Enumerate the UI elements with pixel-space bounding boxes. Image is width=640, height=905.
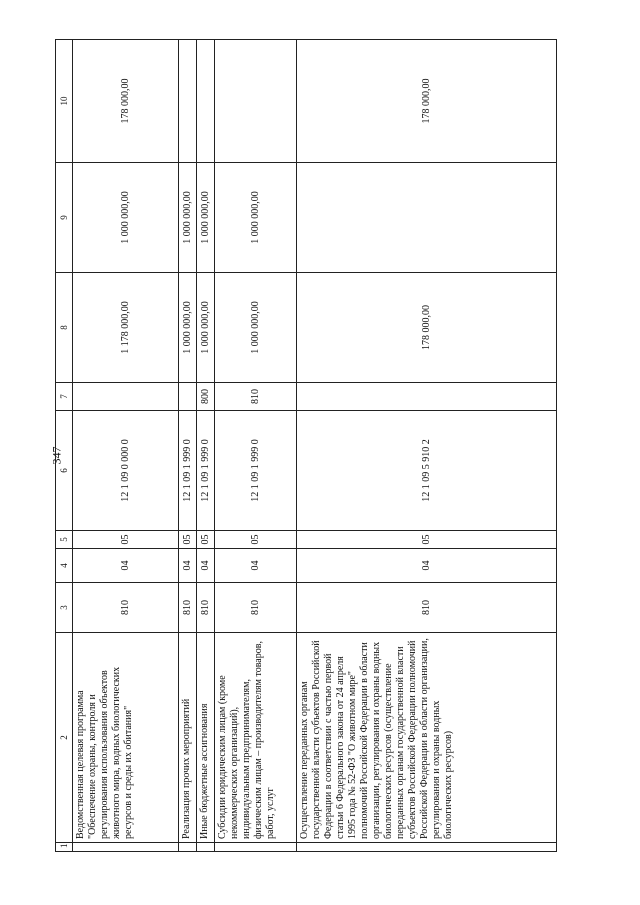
cell-target-code: 12 1 09 0 000 0	[73, 411, 179, 531]
cell-ministry-code: 810	[215, 583, 297, 633]
row-name: Осуществление переданных органам государственной власти субъектов Российской Федерации в соответствии с частью первой статьи 6 Федерального закона от 24 апреля 1995 года № 52-ФЗ "О животном мире" полномочий Российской Федерации в области организации, регулирования и охраны водных биологических ресурсов (осуществление переданных органам государственной власти субъектов Российской Федерации полномочий Российской Федерации в области организации, регулирования и охраны водных биологических ресурсов)	[297, 633, 557, 843]
cell-amount-regional	[297, 163, 557, 273]
cell-subsection: 05	[179, 531, 197, 549]
table-row	[179, 40, 197, 852]
cell-amount-federal: 178 000,00	[73, 40, 179, 163]
cell-amount-federal: 178 000,00	[297, 40, 557, 163]
table-row	[73, 40, 179, 852]
cell-subsection: 05	[297, 531, 557, 549]
column-number: 9	[56, 163, 73, 273]
cell-expense-type: 800	[197, 383, 215, 411]
column-number: 5	[56, 531, 73, 549]
budget-table	[55, 39, 557, 852]
column-number: 2	[56, 633, 73, 843]
cell-amount-total: 178 000,00	[297, 273, 557, 383]
column-number: 6	[56, 411, 73, 531]
cell-subsection: 05	[73, 531, 179, 549]
cell-ministry-code: 810	[297, 583, 557, 633]
budget-table-area	[55, 40, 575, 852]
cell-amount-total: 1 000 000,00	[197, 273, 215, 383]
cell-subsection: 05	[197, 531, 215, 549]
cell-amount-regional: 1 000 000,00	[73, 163, 179, 273]
cell-expense-type	[73, 383, 179, 411]
column-number: 3	[56, 583, 73, 633]
column-number: 1	[56, 843, 73, 852]
cell-ministry-code: 810	[197, 583, 215, 633]
row-name: Реализация прочих мероприятий	[179, 633, 197, 843]
cell-expense-type	[297, 383, 557, 411]
cell-target-code: 12 1 09 1 999 0	[197, 411, 215, 531]
cell-section: 04	[73, 549, 179, 583]
cell-section: 04	[297, 549, 557, 583]
cell-expense-type	[179, 383, 197, 411]
cell-ministry-code: 810	[73, 583, 179, 633]
column-number: 8	[56, 273, 73, 383]
cell-amount-federal	[179, 40, 197, 163]
cell-subsection: 05	[215, 531, 297, 549]
cell-amount-total: 1 178 000,00	[73, 273, 179, 383]
page-number: 347	[49, 446, 64, 465]
column-number: 7	[56, 383, 73, 411]
column-number: 10	[56, 40, 73, 163]
cell-target-code: 12 1 09 1 999 0	[215, 411, 297, 531]
row-name: Ведомственная целевая программа "Обеспечение охраны, контроля и регулирования использования объектов животного мира, водных биологических ресурсов и среды их обитания"	[73, 633, 179, 843]
row-name: Иные бюджетные ассигнования	[197, 633, 215, 843]
cell-amount-total: 1 000 000,00	[215, 273, 297, 383]
cell-amount-regional: 1 000 000,00	[179, 163, 197, 273]
cell-target-code: 12 1 09 1 999 0	[179, 411, 197, 531]
cell-section: 04	[179, 549, 197, 583]
column-number-row	[56, 40, 73, 852]
cell-amount-regional: 1 000 000,00	[197, 163, 215, 273]
cell-section: 04	[215, 549, 297, 583]
cell-ministry-code: 810	[179, 583, 197, 633]
cell-target-code: 12 1 09 5 910 2	[297, 411, 557, 531]
cell-amount-federal	[215, 40, 297, 163]
cell-amount-regional: 1 000 000,00	[215, 163, 297, 273]
rotated-page-content	[55, 40, 575, 852]
cell-section: 04	[197, 549, 215, 583]
row-name: Субсидии юридическим лицам (кроме некоммерческих организаций), индивидуальным предпринимателям, физическим лицам – производителям товаров, работ, услуг	[215, 633, 297, 843]
cell-expense-type: 810	[215, 383, 297, 411]
column-number: 4	[56, 549, 73, 583]
table-row	[297, 40, 557, 852]
cell-amount-total: 1 000 000,00	[179, 273, 197, 383]
table-row	[215, 40, 297, 852]
cell-amount-federal	[197, 40, 215, 163]
table-row	[197, 40, 215, 852]
